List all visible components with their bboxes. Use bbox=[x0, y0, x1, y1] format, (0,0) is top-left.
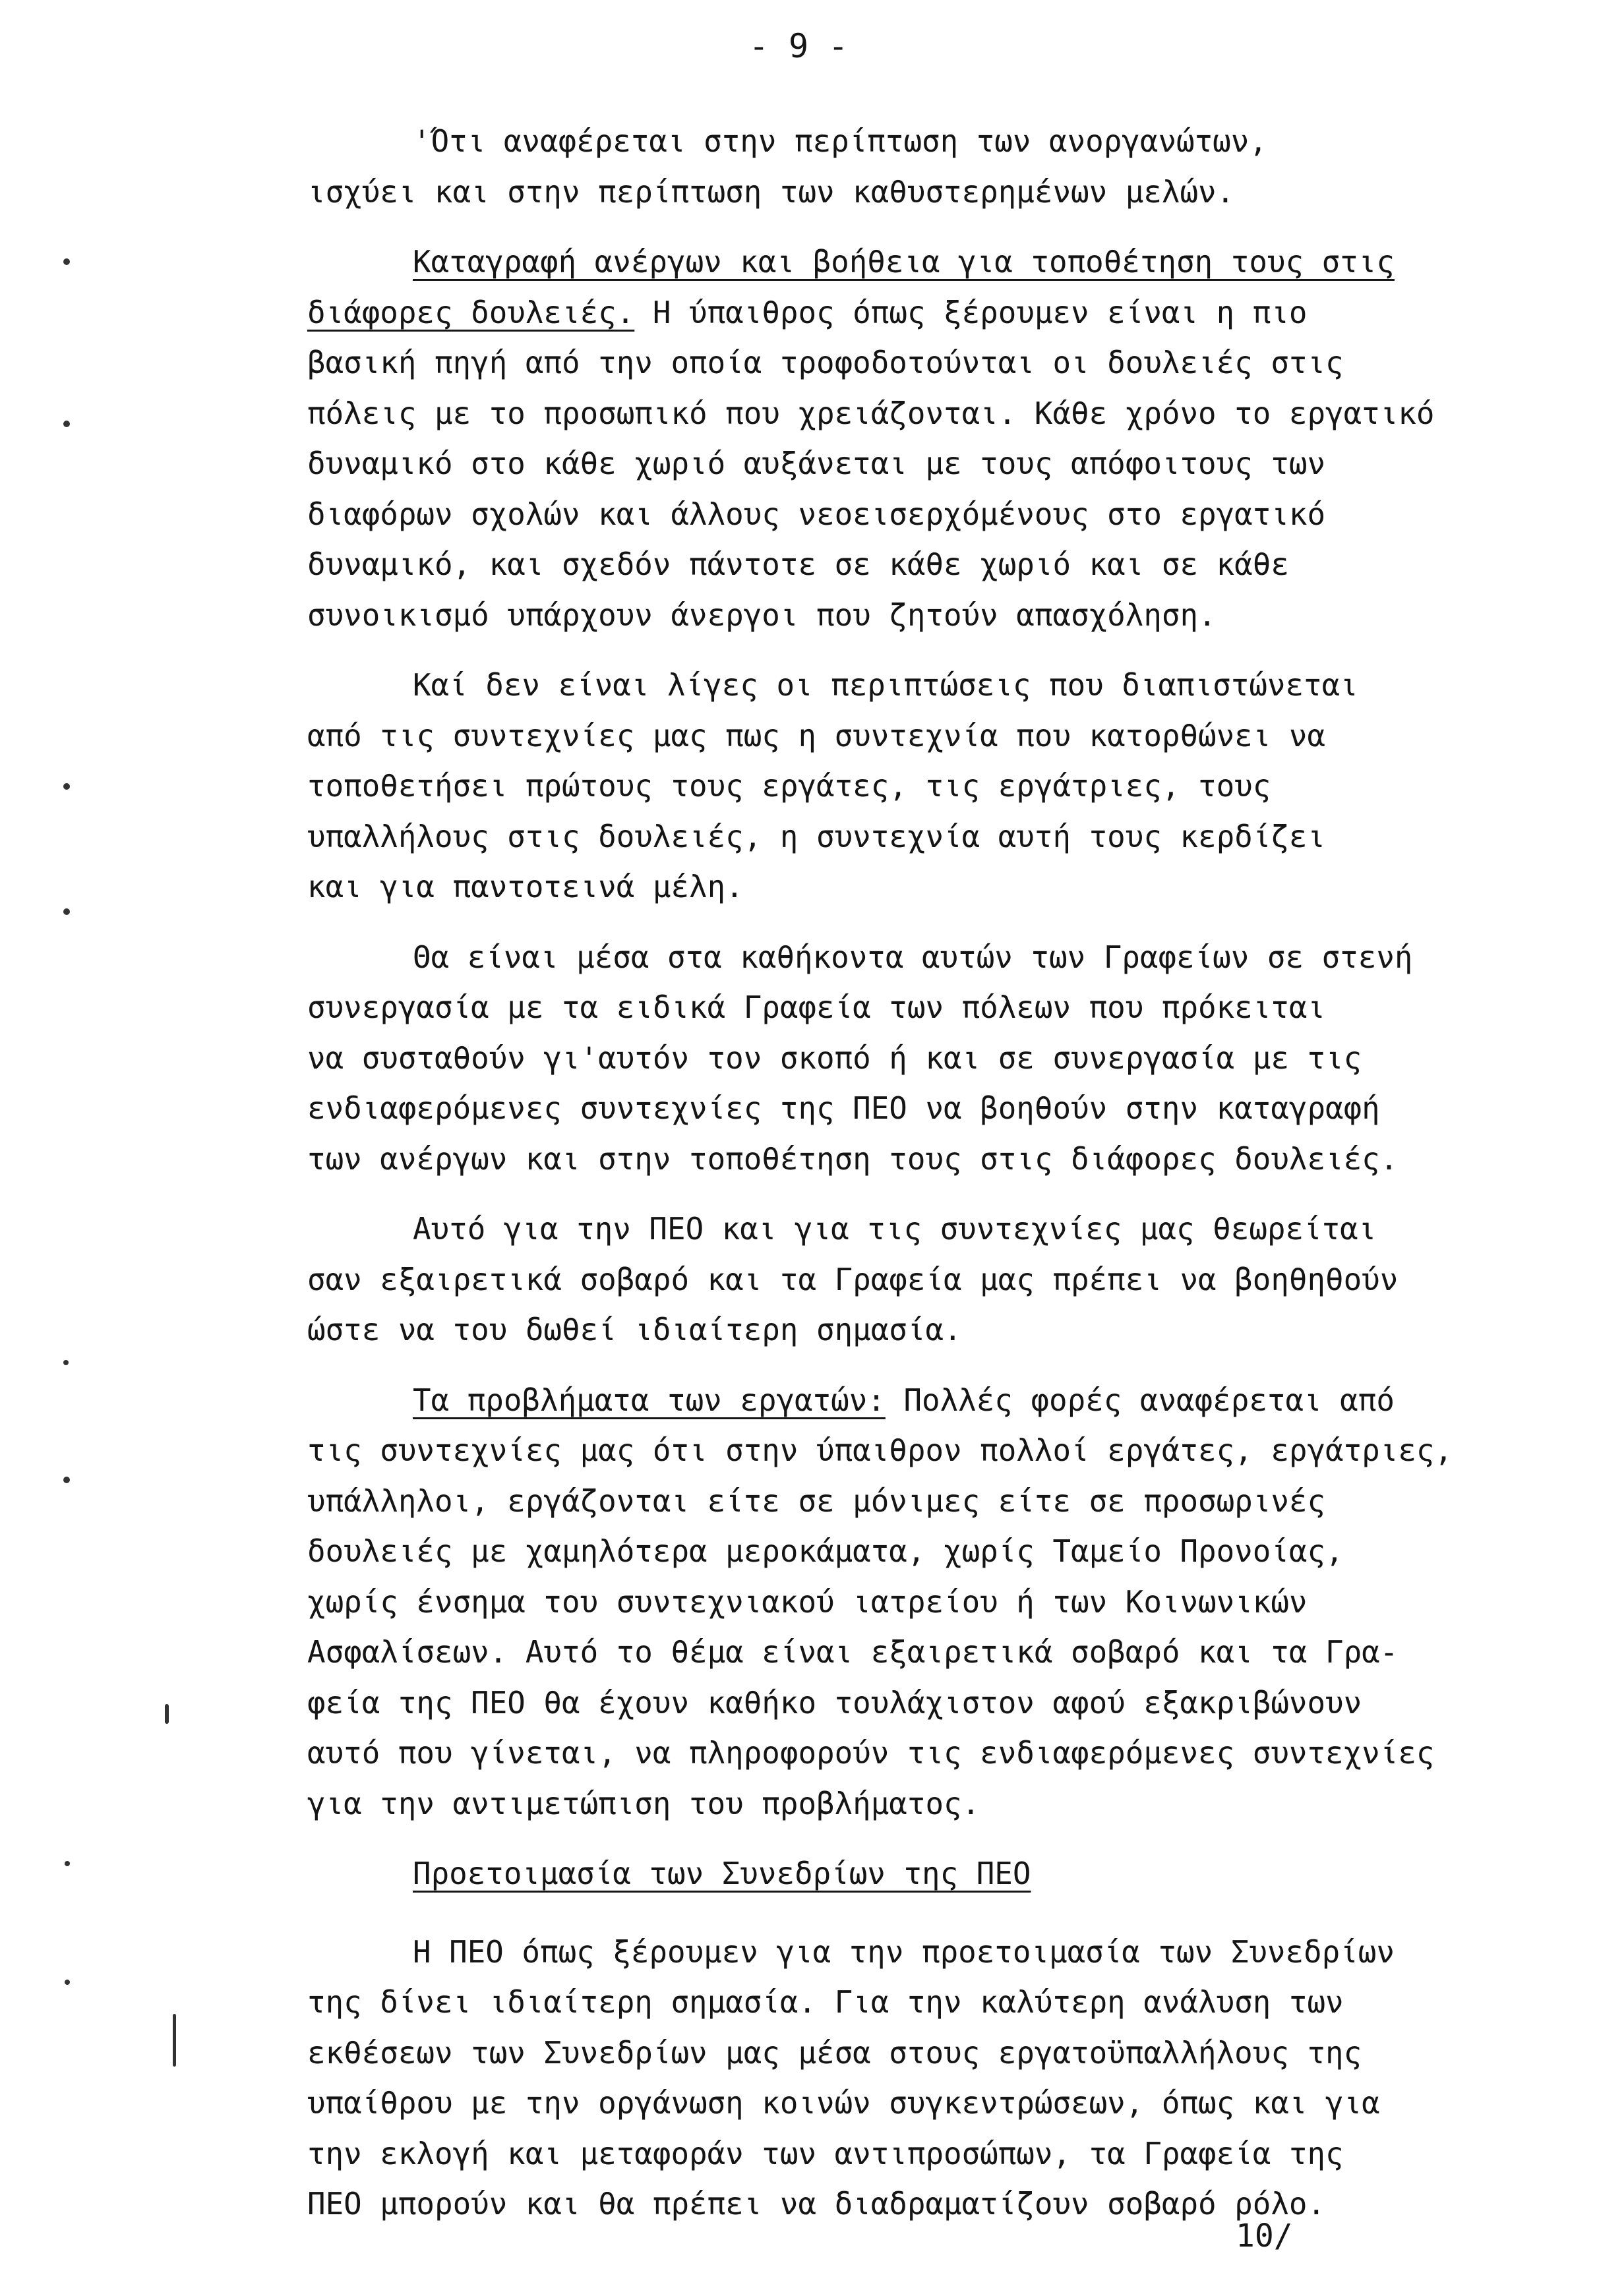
text-line: της δίνει ιδιαίτερη σημασία. Για την καλύτερη ανάλυση των bbox=[307, 1984, 1344, 2020]
text-line: συνοικισμό υπάρχουν άνεργοι που ζητούν απασχόληση. bbox=[307, 597, 1217, 633]
text-line: διαφόρων σχολών και άλλους νεοεισερχόμένους στο εργατικό bbox=[307, 496, 1326, 532]
text-line: δυναμικό στο κάθε χωριό αυξάνεται με τους απόφοιτους των bbox=[307, 446, 1326, 481]
text-line: να συσταθούν γι'αυτόν τον σκοπό ή και σε συνεργασία με τις bbox=[307, 1040, 1362, 1076]
text-line: των ανέργων και στην τοποθέτηση τους στις διάφορες δουλειές. bbox=[307, 1140, 1399, 1177]
scan-speck bbox=[63, 258, 70, 265]
text-line: δυναμικό, και σχεδόν πάντοτε σε κάθε χωριό και σε κάθε bbox=[307, 546, 1289, 582]
text-line: Καί δεν είναι λίγες οι περιπτώσεις που διαπιστώνεται bbox=[413, 667, 1358, 703]
scan-speck bbox=[63, 1477, 70, 1483]
text-line: φεία της ΠΕΟ θα έχουν καθήκο τουλάχιστον αφού εξακριβώνουν bbox=[307, 1684, 1362, 1721]
text-line: υπάλληλοι, εργάζονται είτε σε μόνιμες είτε σε προσωρινές bbox=[307, 1483, 1326, 1519]
text-line: τοποθετήσει πρώτους τους εργάτες, τις εργάτριες, τους bbox=[307, 768, 1271, 804]
text-line: χωρίς ένσημα του συντεχνιακού ιατρείου ή των Κοινωνικών bbox=[307, 1583, 1308, 1620]
text-line: ώστε να του δωθεί ιδιαίτερη σημασία. bbox=[307, 1312, 962, 1347]
page-number: - 9 - bbox=[748, 27, 849, 65]
scan-speck bbox=[65, 1980, 70, 1985]
text-line: ΠΕΟ μπορούν και θα πρέπει να διαδραματίζουν σοβαρό ρόλο. bbox=[307, 2186, 1326, 2222]
document-body bbox=[307, 116, 1553, 2229]
text-line: Αυτό για την ΠΕΟ και για τις συντεχνίες μας θεωρείται bbox=[413, 1211, 1377, 1247]
text-line: ενδιαφερόμενες συντεχνίες της ΠΕΟ να βοηθούν στην καταγραφή bbox=[307, 1090, 1380, 1126]
text-line: αυτό που γίνεται, να πληροφορούν τις ενδιαφερόμενες συντεχνίες bbox=[307, 1735, 1435, 1771]
scan-speck bbox=[173, 2014, 176, 2067]
text-line: Ασφαλίσεων. Αυτό το θέμα είναι εξαιρετικά σοβαρό και τα Γρα- bbox=[307, 1634, 1399, 1670]
text-line: από τις συντεχνίες μας πως η συντεχνία που κατορθώνει να bbox=[307, 717, 1326, 753]
text-line: ισχύει και στην περίπτωση των καθυστερημένων μελών. bbox=[307, 173, 1235, 210]
text-line: Η ΠΕΟ όπως ξέρουμεν για την προετοιμασία των Συνεδρίων bbox=[413, 1933, 1395, 1970]
text-line: τις συντεχνίες μας ότι στην ύπαιθρον πολλοί εργάτες, εργάτριες, bbox=[307, 1432, 1453, 1468]
text-line: συνεργασία με τα ειδικά Γραφεία των πόλεων που πρόκειται bbox=[307, 989, 1326, 1025]
text-line: υπαίθρου με την οργάνωση κοινών συγκεντρώσεων, όπως και για bbox=[307, 2085, 1380, 2121]
section-title-line bbox=[307, 1848, 1553, 1899]
text-span: Πολλές φορές αναφέρεται από bbox=[885, 1382, 1395, 1418]
text-line: πόλεις με το προσωπικό που χρειάζονται. Κάθε χρόνο το εργατικό bbox=[307, 395, 1435, 431]
text-line: βασική πηγή από την οποία τροφοδοτούνται οι δουλειές στις bbox=[307, 345, 1344, 380]
text-line: για την αντιμετώπιση του προβλήματος. bbox=[307, 1785, 980, 1821]
page-continuation-marker: 10/ bbox=[1236, 2218, 1293, 2254]
scan-speck bbox=[63, 783, 70, 790]
text-line: την εκλογή και μεταφοράν των αντιπροσώπων, τα Γραφεία της bbox=[307, 2135, 1344, 2171]
text-line bbox=[307, 1375, 1553, 1426]
scan-speck bbox=[63, 1360, 69, 1365]
text-line: Θα είναι μέσα στα καθήκοντα αυτών των Γραφείων σε στενή bbox=[413, 939, 1413, 975]
section-heading-continued: διάφορες δουλειές. bbox=[307, 294, 635, 330]
scan-speck bbox=[63, 908, 70, 915]
section-heading: Τα προβλήματα των εργατών: bbox=[413, 1382, 886, 1418]
text-line: υπαλλήλους στις δουλειές, η συντεχνία αυτή τους κερδίζει bbox=[307, 818, 1326, 854]
text-line: σαν εξαιρετικά σοβαρό και τα Γραφεία μας πρέπει να βοηθηθούν bbox=[307, 1261, 1399, 1297]
text-line: δουλειές με χαμηλότερα μεροκάματα, χωρίς Ταμείο Προνοίας, bbox=[307, 1533, 1344, 1569]
scan-speck bbox=[165, 1704, 169, 1724]
scan-speck bbox=[65, 1861, 70, 1866]
text-line bbox=[307, 287, 1553, 338]
text-span: Η ύπαιθρος όπως ξέρουμεν είναι η πιο bbox=[634, 294, 1308, 330]
section-heading: Καταγραφή ανέργων και βοήθεια για τοποθέτηση τους στις bbox=[413, 244, 1395, 280]
section-heading-line bbox=[307, 237, 1553, 287]
text-line: 'Ότι αναφέρεται στην περίπτωση των ανοργανώτων, bbox=[413, 123, 1267, 159]
text-line: και για παντοτεινά μέλη. bbox=[307, 869, 744, 904]
text-line: εκθέσεων των Συνεδρίων μας μέσα στους εργατοϋπαλλήλους της bbox=[307, 2034, 1362, 2071]
section-title: Προετοιμασία των Συνεδρίων της ΠΕΟ bbox=[413, 1856, 1031, 1891]
scan-speck bbox=[63, 421, 70, 427]
